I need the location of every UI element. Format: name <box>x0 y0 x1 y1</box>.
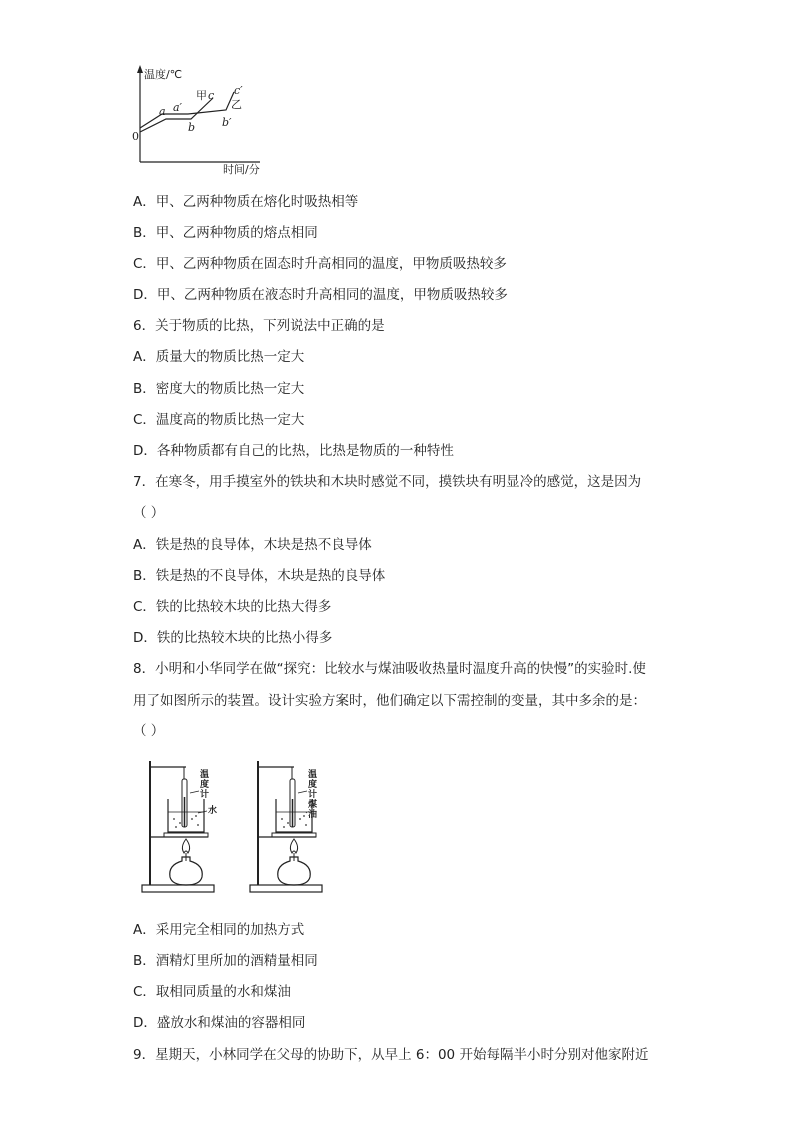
curve-yi <box>140 92 234 128</box>
label-c-prime: c′ <box>234 84 243 97</box>
q7-option-b: B．铁是热的不良导体，木块是热的良导体 <box>133 568 386 584</box>
q6-stem: 6．关于物质的比热，下列说法中正确的是 <box>133 318 385 334</box>
q7-option-d: D．铁的比热较木块的比热小得多 <box>133 630 333 646</box>
label-a: a <box>159 105 166 118</box>
stand-base <box>250 885 322 892</box>
label-b: b <box>188 121 196 134</box>
label-kerosene-1: 煤 <box>308 800 318 810</box>
q8-option-b: B．酒精灯里所加的酒精量相同 <box>133 953 318 969</box>
label-thermometer-1: 温 <box>200 770 210 780</box>
label-c: c <box>208 89 215 102</box>
right-apparatus <box>250 761 322 892</box>
x-axis-label: 时间/分 <box>223 163 260 176</box>
q7-stem: 7．在寒冬，用手摸室外的铁块和木块时感觉不同，摸铁块有明显冷的感觉，这是因为 <box>133 474 642 490</box>
left-apparatus <box>142 761 217 892</box>
y-axis-label: 温度/℃ <box>144 68 183 81</box>
label-kerosene-2: 油 <box>308 810 318 820</box>
label-a-prime: a′ <box>173 101 183 114</box>
alcohol-lamp-icon <box>170 857 203 885</box>
q8-paren: （ ） <box>133 723 165 739</box>
q6-option-a: A．质量大的物质比热一定大 <box>133 349 305 365</box>
q5-option-c: C．甲、乙两种物质在固态时升高相同的温度，甲物质吸热较多 <box>133 256 507 272</box>
q8-option-d: D．盛放水和煤油的容器相同 <box>133 1015 306 1031</box>
q8-stem-line2: 用了如图所示的装置。设计实验方案时，他们确定以下需控制的变量，其中多余的是： <box>133 693 646 709</box>
q8-stem-line1: 8．小明和小华同学在做“探究：比较水与煤油吸收热量时温度升高的快慢”的实验时.使 <box>133 661 646 677</box>
q8-option-c: C．取相同质量的水和煤油 <box>133 984 291 1000</box>
label-thermometer-2: 度 <box>308 780 318 790</box>
q7-paren: （ ） <box>133 505 165 521</box>
q5-option-a: A．甲、乙两种物质在熔化时吸热相等 <box>133 194 359 210</box>
q8-option-a: A．采用完全相同的加热方式 <box>133 922 305 938</box>
temperature-time-graph <box>128 62 268 177</box>
flame-icon <box>182 839 189 853</box>
q5-option-d: D．甲、乙两种物质在液态时升高相同的温度，甲物质吸热较多 <box>133 287 508 303</box>
q6-option-d: D．各种物质都有自己的比热，比热是物质的一种特性 <box>133 443 454 459</box>
origin-label: 0 <box>132 130 139 143</box>
label-jia: 甲 <box>196 89 207 102</box>
q9-stem: 9．星期天，小林同学在父母的协助下，从早上 6：00 开始每隔半小时分别对他家附近 <box>133 1047 649 1063</box>
q6-option-c: C．温度高的物质比热一定大 <box>133 412 305 428</box>
q7-option-c: C．铁的比热较木块的比热大得多 <box>133 599 332 615</box>
q5-option-b: B．甲、乙两种物质的熔点相同 <box>133 225 318 241</box>
label-thermometer-3: 计 <box>200 790 210 800</box>
alcohol-lamp-icon <box>278 857 311 885</box>
label-water: 水 <box>208 806 218 816</box>
label-thermometer-1: 温 <box>308 770 318 780</box>
heating-apparatus-figure <box>138 757 358 897</box>
q7-option-a: A．铁是热的良导体，木块是热不良导体 <box>133 537 372 553</box>
y-axis-arrow <box>137 65 143 73</box>
q6-option-b: B．密度大的物质比热一定大 <box>133 381 305 397</box>
label-thermometer-2: 度 <box>200 780 210 790</box>
label-b-prime: b′ <box>222 116 232 129</box>
flame-icon <box>290 839 297 853</box>
label-thermometer-3: 计 <box>308 790 318 800</box>
stand-base <box>142 885 214 892</box>
label-yi: 乙 <box>231 98 242 111</box>
